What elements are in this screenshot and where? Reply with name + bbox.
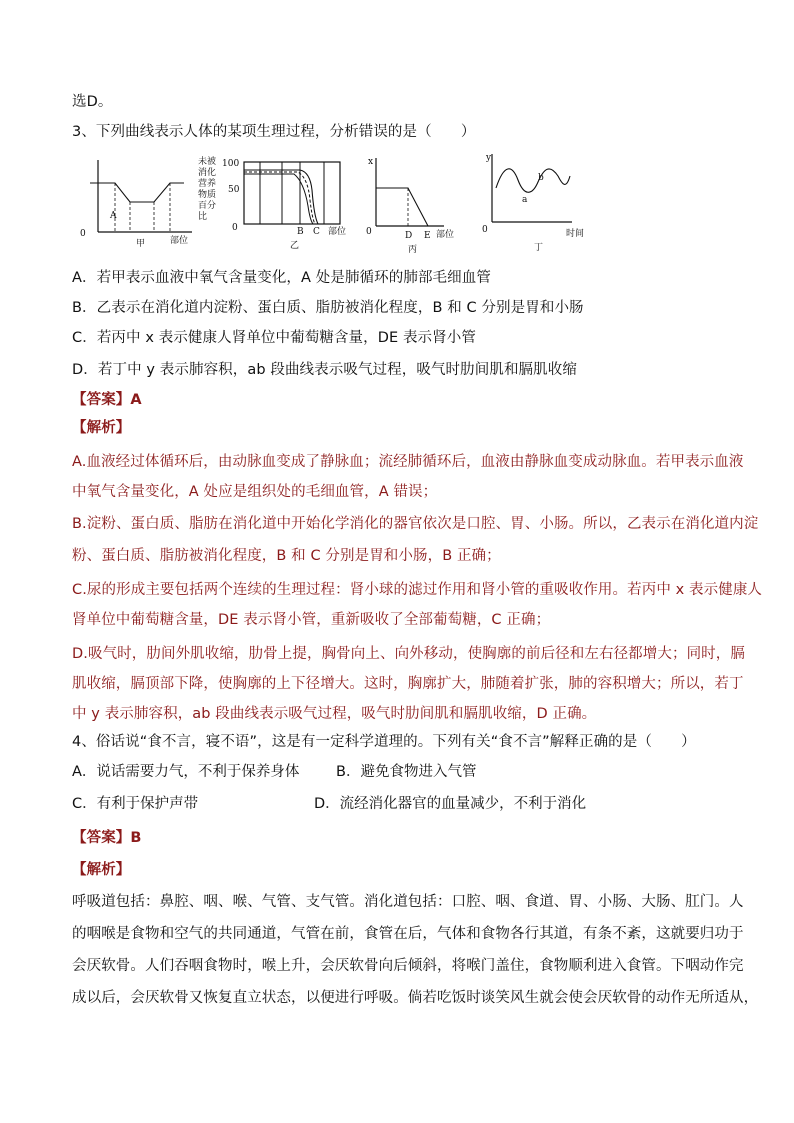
jia-point-a: A — [110, 211, 117, 221]
q4-answer: 【答案】B — [72, 830, 142, 846]
yi-tick-50: 50 — [228, 185, 240, 195]
q3-option-d: D．若丁中 y 表示肺容积，ab 段曲线表示吸气过程，吸气时肋间肌和膈肌收缩 — [72, 362, 577, 378]
q3-analysis-line: C.尿的形成主要包括两个连续的生理过程：肾小球的滤过作用和肾小管的重吸收作用。若丙中 x 表示健康人 — [72, 582, 763, 598]
q4-analysis-line: 的咽喉是食物和空气的共同通道，气管在前，食管在后，气体和食物各行其道，有条不紊，这就要归功于 — [72, 926, 744, 942]
ding-axis-y: y — [486, 153, 492, 163]
yi-ylabel-1: 未被 — [198, 157, 217, 167]
q4-option-c: C．有利于保护声带 — [72, 796, 199, 812]
figure-yi — [198, 155, 346, 251]
q3-analysis-line: A.血液经过体循环后，由动脉血变成了静脉血；流经肺循环后，血液由静脉血变成动脉血。若甲表示血液 — [72, 454, 744, 470]
yi-zero: 0 — [232, 223, 238, 233]
q3-answer: 【答案】A — [72, 392, 142, 408]
bing-zero: 0 — [366, 227, 372, 237]
q3-figures — [72, 150, 632, 260]
q4-option-a: A．说话需要力气，不利于保养身体 — [72, 764, 300, 780]
yi-ylabel-3: 营养 — [198, 179, 217, 189]
q4-analysis-line: 呼吸道包括：鼻腔、咽、喉、气管、支气管。消化道包括：口腔、咽、食道、胃、小肠、大肠、肛门。人 — [72, 894, 744, 910]
q3-option-b: B．乙表示在消化道内淀粉、蛋白质、脂肪被消化程度，B 和 C 分别是胃和小肠 — [72, 300, 584, 316]
q3-analysis-line: 粉、蛋白质、脂肪被消化程度，B 和 C 分别是胃和小肠，B 正确； — [72, 548, 501, 564]
ding-axis-x: 时间 — [566, 229, 585, 239]
q4-analysis-line: 成以后，会厌软骨又恢复直立状态，以便进行呼吸。倘若吃饭时谈笑风生就会使会厌软骨的动作无所适从， — [72, 990, 759, 1006]
ding-point-b: b — [538, 173, 544, 183]
yi-axis-x: 部位 — [328, 227, 347, 237]
q3-analysis-line: 肾单位中葡萄糖含量，DE 表示肾小管，重新吸收了全部葡萄糖，C 正确； — [72, 612, 551, 628]
yi-tick-100: 100 — [222, 159, 240, 169]
bing-axis-x: 部位 — [436, 230, 455, 240]
q3-analysis-line: D.吸气时，肋间外肌收缩，肋骨上提，胸骨向上、向外移动，使胸廓的前后径和左右径都增大；同时，膈 — [72, 646, 745, 662]
figure-bing — [366, 157, 454, 255]
q3-analysis-line: 中 y 表示肺容积，ab 段曲线表示吸气过程，吸气时肋间肌和膈肌收缩，D 正确。 — [72, 706, 597, 722]
q3-option-c: C．若丙中 x 表示健康人肾单位中葡萄糖含量，DE 表示肾小管 — [72, 330, 476, 346]
q4-analysis-line: 会厌软骨。人们吞咽食物时，喉上升，会厌软骨向后倾斜，将喉门盖住，食物顺利进入食管。下咽动作完 — [72, 958, 744, 974]
bing-point-d: D — [405, 231, 413, 241]
jia-caption: 甲 — [136, 239, 146, 249]
yi-ylabel-6: 比 — [198, 212, 208, 222]
figure-ding — [482, 153, 584, 253]
ding-caption: 丁 — [534, 243, 544, 253]
q3-analysis-line: B.淀粉、蛋白质、脂肪在消化道中开始化学消化的器官依次是口腔、胃、小肠。所以，乙表示在消化道内淀 — [72, 516, 759, 532]
q4-analysis-title: 【解析】 — [72, 862, 131, 878]
yi-ylabel-5: 百分 — [198, 201, 217, 211]
q4-option-d: D．流经消化器官的血量减少，不利于消化 — [314, 796, 587, 812]
intro-text: 选D。 — [72, 94, 113, 110]
ding-zero: 0 — [482, 225, 488, 235]
q3-stem: 3、下列曲线表示人体的某项生理过程，分析错误的是（ ） — [72, 124, 476, 140]
yi-point-b: B — [297, 227, 304, 237]
q3-analysis-title: 【解析】 — [72, 420, 131, 436]
bing-caption: 丙 — [408, 245, 418, 255]
yi-caption: 乙 — [290, 241, 300, 251]
figure-jia — [80, 160, 192, 249]
jia-axis-x: 部位 — [170, 236, 189, 246]
bing-point-e: E — [424, 231, 431, 241]
yi-ylabel-4: 物质 — [198, 190, 217, 200]
q3-analysis-line: 中氧气含量变化，A 处应是组织处的毛细血管，A 错误； — [72, 484, 438, 500]
yi-ylabel-2: 消化 — [198, 168, 217, 178]
q3-option-a: A．若甲表示血液中氧气含量变化，A 处是肺循环的肺部毛细血管 — [72, 270, 491, 286]
ding-point-a: a — [522, 195, 528, 205]
q4-stem: 4、俗话说“食不言，寝不语”，这是有一定科学道理的。下列有关“食不言”解释正确的是（ ） — [72, 734, 696, 750]
q3-figure-svg — [72, 150, 632, 260]
jia-zero: 0 — [80, 229, 86, 239]
q3-analysis-line: 肌收缩，膈顶部下降，使胸廓的上下径增大。这时，胸廓扩大，肺随着扩张，肺的容积增大；所以，若丁 — [72, 676, 744, 692]
q4-option-b: B．避免食物进入气管 — [336, 764, 477, 780]
bing-axis-y: x — [368, 157, 374, 167]
yi-point-c: C — [313, 227, 320, 237]
